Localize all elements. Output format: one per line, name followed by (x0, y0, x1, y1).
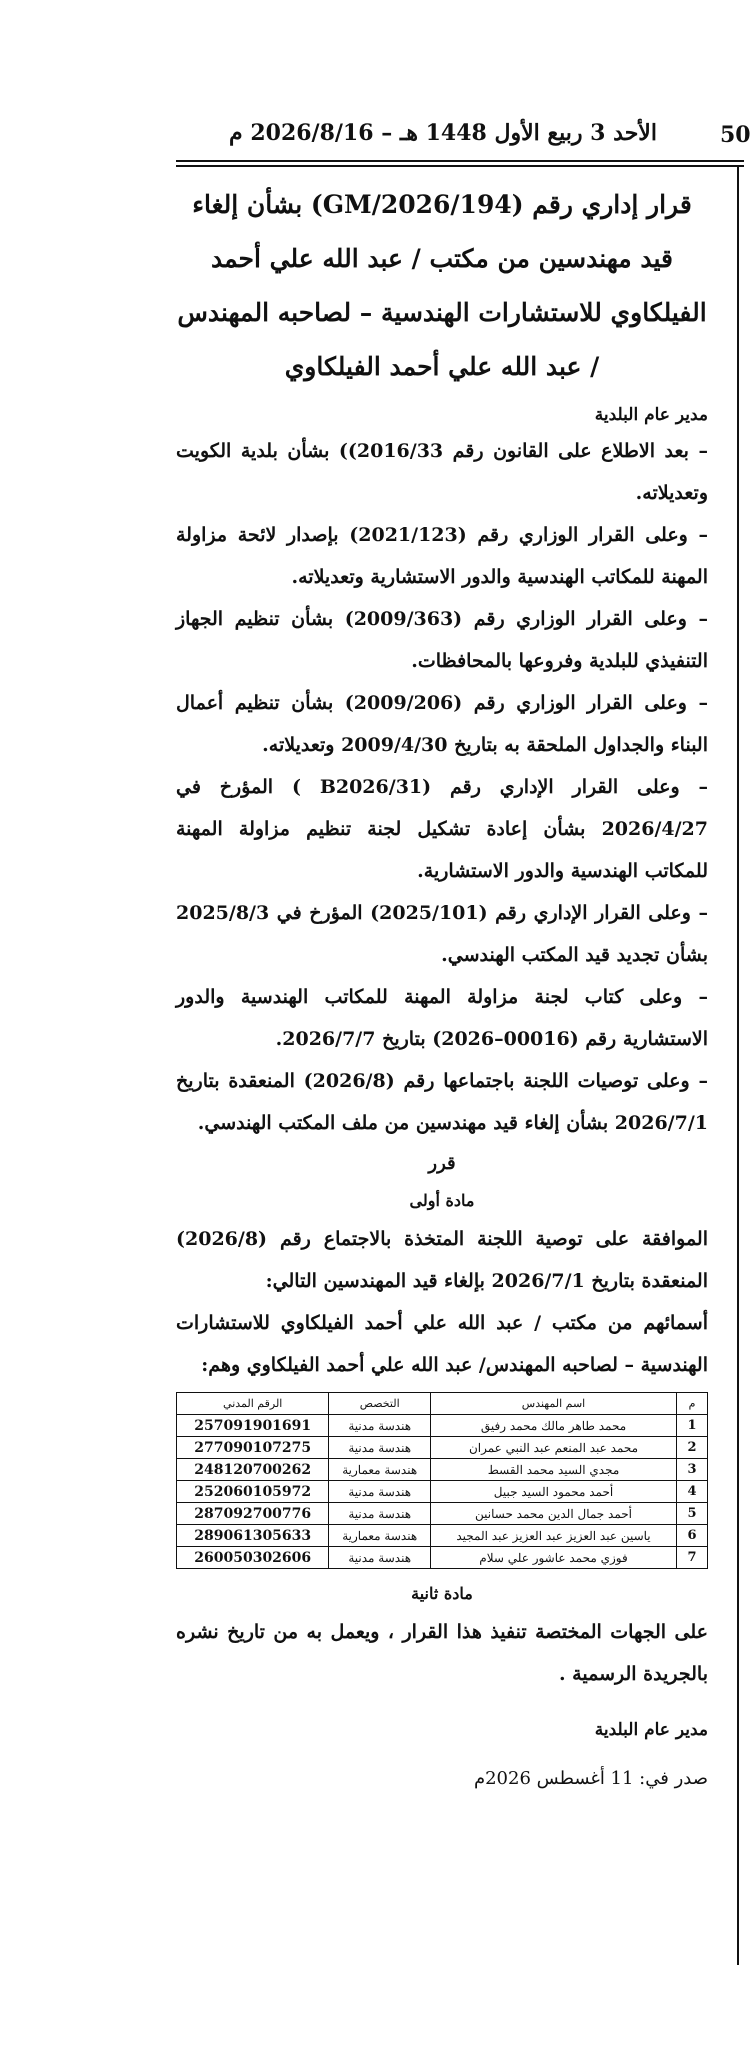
engineer-name: أحمد جمال الدين محمد حسانين (431, 1503, 677, 1525)
row-number: 2 (677, 1437, 708, 1459)
article-one-text: الموافقة على توصية اللجنة المتخذة بالاجتماع رقم (2026/8) المنعقدة بتاريخ 2026/7/1 بإلغاء قيد المهندسين التالي: (176, 1228, 708, 1292)
table-row (177, 1503, 708, 1525)
article-one-heading: مادة أولى (409, 1191, 475, 1210)
engineer-name: ياسين عبد العزيز عبد العزيز عبد المجيد (431, 1525, 677, 1547)
specialty: هندسة مدنية (329, 1547, 431, 1569)
specialty: هندسة مدنية (329, 1503, 431, 1525)
recital: – بعد الاطلاع على القانون رقم 2016/33)) بشأن بلدية الكويت وتعديلاته. (176, 440, 708, 504)
table-header-row (177, 1393, 708, 1415)
recital: – وعلى توصيات اللجنة باجتماعها رقم (2026/8) المنعقدة بتاريخ 2026/7/1 بشأن إلغاء قيد مهندسين من ملف المكتب الهندسي. (176, 1070, 709, 1134)
specialty: هندسة معمارية (329, 1459, 431, 1481)
recital: – وعلى القرار الوزاري رقم (2009/363) بشأن تنظيم الجهاز التنفيذي للبلدية وفروعها بالمحافظات. (176, 608, 708, 672)
specialty: هندسة مدنية (329, 1415, 431, 1437)
civil-id: 260050302606 (177, 1547, 329, 1569)
civil-id: 287092700776 (177, 1503, 329, 1525)
header-rule (176, 160, 744, 162)
civil-id: 252060105972 (177, 1481, 329, 1503)
engineer-name: أحمد محمود السيد جبيل (431, 1481, 677, 1503)
article-one-text-continued: أسمائهم من مكتب / عبد الله علي أحمد الفيلكاوي للاستشارات الهندسية – لصاحبه المهندس/ عبد الله علي أحمد الفيلكاوي وهم: (176, 1312, 708, 1376)
civil-id: 277090107275 (177, 1437, 329, 1459)
specialty: هندسة مدنية (329, 1481, 431, 1503)
recital: – وعلى كتاب لجنة مزاولة المهنة للمكاتب الهندسية والدور الاستشارية رقم (00016–2026) بتاريخ 2026/7/7. (176, 986, 708, 1050)
row-number: 3 (677, 1459, 708, 1481)
recital: – وعلى القرار الوزاري رقم (2009/206) بشأن تنظيم أعمال البناء والجداول الملحقة به بتاريخ 2009/4/30 وتعديلاته. (176, 692, 709, 756)
signature-title: مدير عام البلدية (594, 1720, 708, 1740)
issuer-label: مدير عام البلدية (594, 405, 708, 425)
col-header-civil-id: الرقم المدني (177, 1393, 329, 1415)
engineer-name: فوزي محمد عاشور علي سلام (431, 1547, 677, 1569)
decided-heading: قرر (428, 1153, 456, 1174)
recital: – وعلى القرار الإداري رقم (B2026/31 ) المؤرخ في 2026/4/27 بشأن إعادة تشكيل لجنة تنظيم مزاولة المهنة للمكاتب الهندسية والدور الاستشارية. (176, 776, 709, 882)
page-number: 50 (720, 122, 751, 148)
table-row (177, 1415, 708, 1437)
row-number: 7 (677, 1547, 708, 1569)
col-header-specialty: التخصص (329, 1393, 431, 1415)
col-header-no: م (677, 1393, 708, 1415)
civil-id: 248120700262 (177, 1459, 329, 1481)
article-two-heading: مادة ثانية (411, 1584, 473, 1603)
issue-date: الأحد 3 ربيع الأول 1448 هـ – 2026/8/16 م (229, 120, 657, 146)
table-row (177, 1547, 708, 1569)
engineer-name: مجدي السيد محمد القسط (431, 1459, 677, 1481)
table-row (177, 1459, 708, 1481)
row-number: 1 (677, 1415, 708, 1437)
article-two-text: على الجهات المختصة تنفيذ هذا القرار ، ويعمل به من تاريخ نشره بالجريدة الرسمية . (176, 1621, 708, 1685)
row-number: 5 (677, 1503, 708, 1525)
table-row (177, 1481, 708, 1503)
civil-id: 289061305633 (177, 1525, 329, 1547)
civil-id: 257091901691 (177, 1415, 329, 1437)
specialty: هندسة معمارية (329, 1525, 431, 1547)
column-divider (737, 165, 739, 1965)
row-number: 4 (677, 1481, 708, 1503)
recital: – وعلى القرار الإداري رقم (2025/101) المؤرخ في 2025/8/3 بشأن تجديد قيد المكتب الهندسي. (176, 902, 708, 966)
issue-date-line: صدر في: 11 أغسطس 2026م (473, 1768, 708, 1789)
table-row (177, 1437, 708, 1459)
specialty: هندسة مدنية (329, 1437, 431, 1459)
recital: – وعلى القرار الوزاري رقم (2021/123) بإصدار لائحة مزاولة المهنة للمكاتب الهندسية والدور الاستشارية وتعديلاته. (176, 524, 709, 588)
col-header-name: اسم المهندس (431, 1393, 677, 1415)
header-rule-double (176, 165, 744, 167)
engineer-name: محمد طاهر مالك محمد رفيق (431, 1415, 677, 1437)
engineers-table (176, 1392, 708, 1569)
row-number: 6 (677, 1525, 708, 1547)
engineer-name: محمد عبد المنعم عبد النبي عمران (431, 1437, 677, 1459)
table-row (177, 1525, 708, 1547)
decision-title: قرار إداري رقم (GM/2026/194) بشأن إلغاء قيد مهندسين من مكتب / عبد الله علي أحمد الفيلكاوي للاستشارات الهندسية – لصاحبه المهندس / عبد الله علي أحمد الفيلكاوي (177, 190, 707, 381)
decision-article (176, 178, 708, 1799)
